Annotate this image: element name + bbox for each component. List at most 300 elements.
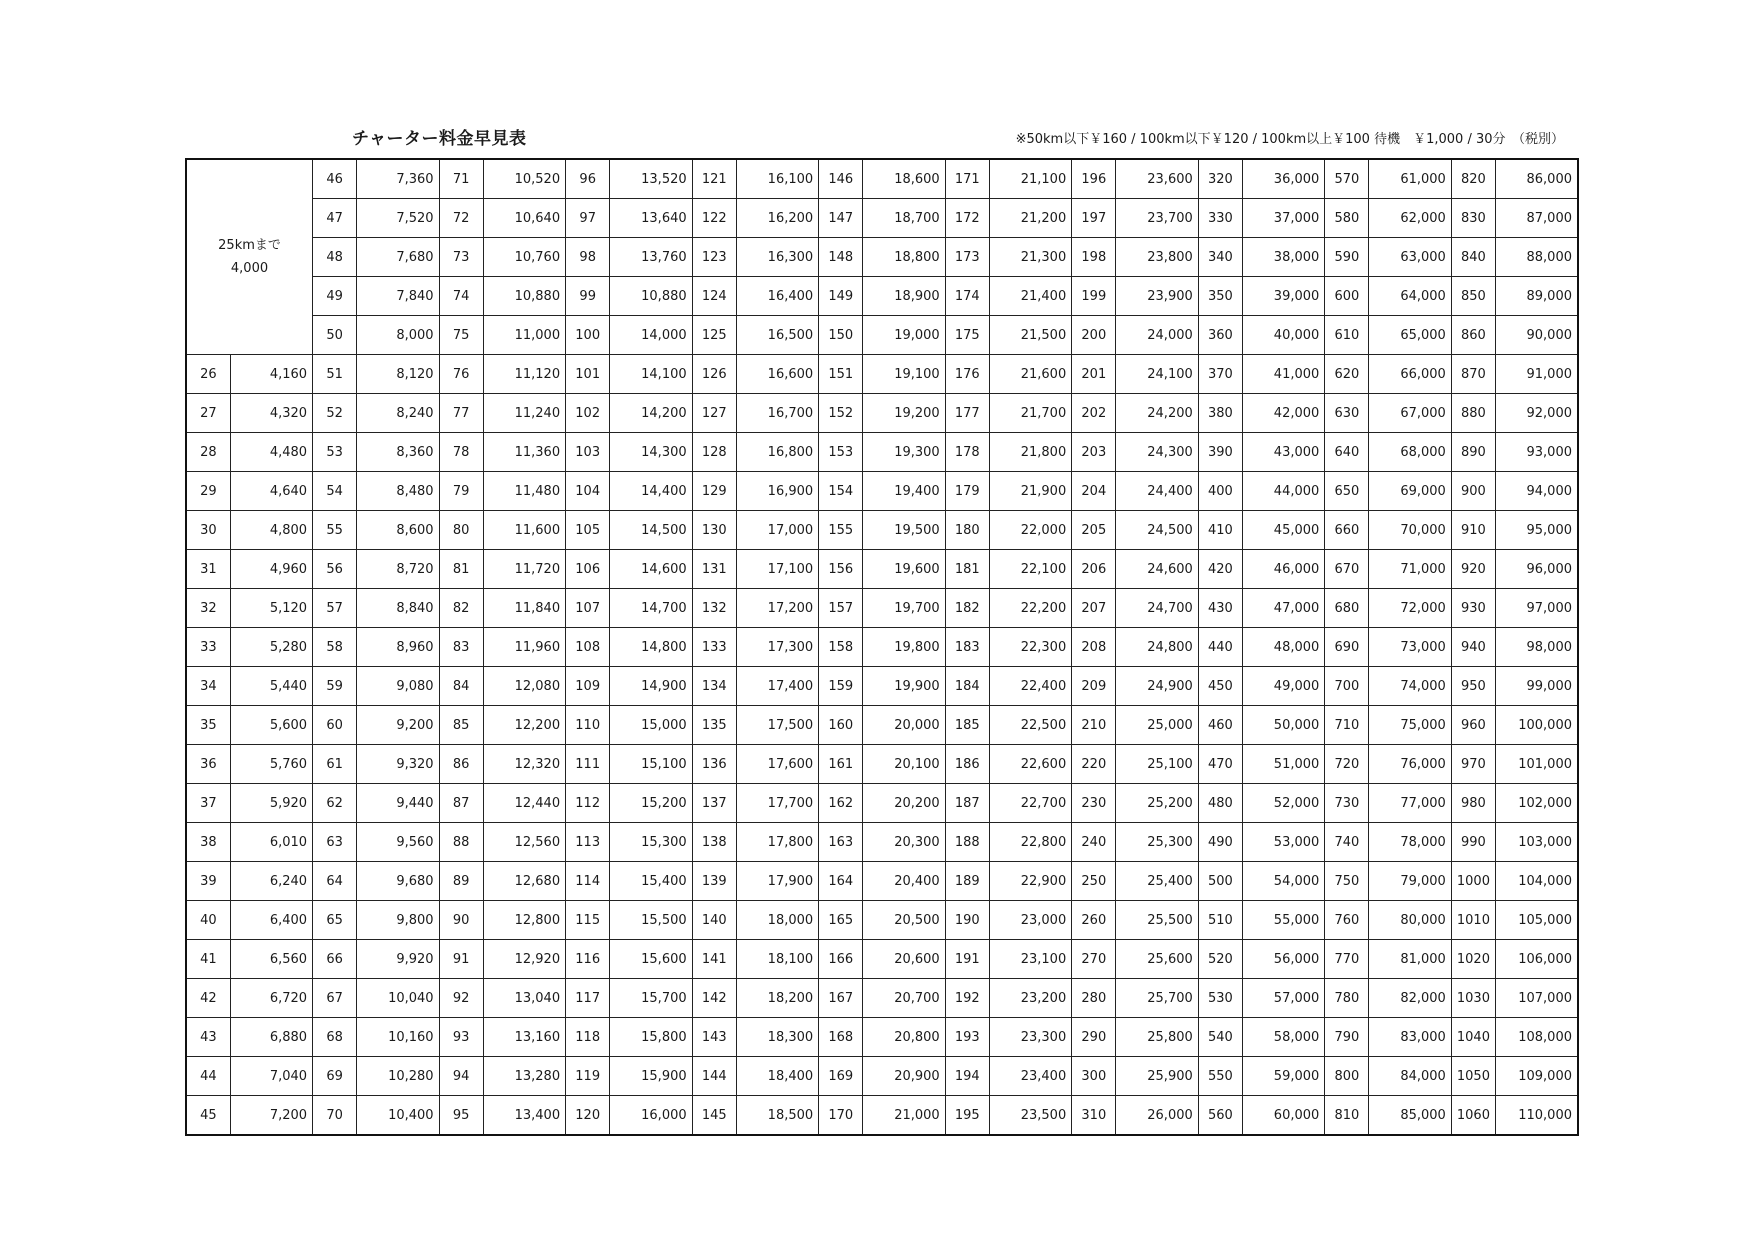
fare-cell: 25,900 [1116, 1057, 1198, 1096]
distance-cell: 740 [1325, 823, 1369, 862]
distance-cell: 167 [819, 979, 863, 1018]
distance-cell: 79 [439, 472, 483, 511]
distance-cell: 100 [566, 316, 610, 355]
distance-cell: 58 [313, 628, 357, 667]
distance-cell: 760 [1325, 901, 1369, 940]
fare-cell: 105,000 [1496, 901, 1578, 940]
fare-cell: 52,000 [1242, 784, 1324, 823]
fare-cell: 96,000 [1496, 550, 1578, 589]
fare-cell: 93,000 [1496, 433, 1578, 472]
distance-cell: 204 [1072, 472, 1116, 511]
base-fare-amount: 4,000 [230, 261, 269, 276]
fare-cell: 11,000 [483, 316, 565, 355]
fare-cell: 11,480 [483, 472, 565, 511]
fare-cell: 4,640 [230, 472, 312, 511]
fare-cell: 66,000 [1369, 355, 1451, 394]
distance-cell: 480 [1198, 784, 1242, 823]
fare-cell: 4,320 [230, 394, 312, 433]
distance-cell: 910 [1451, 511, 1495, 550]
distance-cell: 1000 [1451, 862, 1495, 901]
distance-cell: 360 [1198, 316, 1242, 355]
table-row [186, 667, 1578, 706]
fare-cell: 91,000 [1496, 355, 1578, 394]
fare-cell: 87,000 [1496, 199, 1578, 238]
fare-cell: 4,160 [230, 355, 312, 394]
fare-cell: 14,700 [610, 589, 692, 628]
fare-cell: 86,000 [1496, 159, 1578, 199]
fare-cell: 89,000 [1496, 277, 1578, 316]
fare-cell: 15,900 [610, 1057, 692, 1096]
distance-cell: 173 [945, 238, 989, 277]
fare-cell: 108,000 [1496, 1018, 1578, 1057]
fare-cell: 20,700 [863, 979, 945, 1018]
fare-cell: 24,800 [1116, 628, 1198, 667]
distance-cell: 86 [439, 745, 483, 784]
distance-cell: 126 [692, 355, 736, 394]
fare-cell: 37,000 [1242, 199, 1324, 238]
distance-cell: 201 [1072, 355, 1116, 394]
distance-cell: 55 [313, 511, 357, 550]
fare-cell: 12,080 [483, 667, 565, 706]
distance-cell: 165 [819, 901, 863, 940]
fare-cell: 20,100 [863, 745, 945, 784]
fare-cell: 14,200 [610, 394, 692, 433]
distance-cell: 84 [439, 667, 483, 706]
distance-cell: 1030 [1451, 979, 1495, 1018]
fare-cell: 7,680 [357, 238, 439, 277]
distance-cell: 240 [1072, 823, 1116, 862]
distance-cell: 54 [313, 472, 357, 511]
distance-cell: 109 [566, 667, 610, 706]
fare-cell: 107,000 [1496, 979, 1578, 1018]
fare-cell: 68,000 [1369, 433, 1451, 472]
distance-cell: 67 [313, 979, 357, 1018]
distance-cell: 180 [945, 511, 989, 550]
fare-table [185, 158, 1579, 1136]
distance-cell: 105 [566, 511, 610, 550]
distance-cell: 138 [692, 823, 736, 862]
fare-cell: 24,600 [1116, 550, 1198, 589]
fare-cell: 39,000 [1242, 277, 1324, 316]
distance-cell: 156 [819, 550, 863, 589]
distance-cell: 135 [692, 706, 736, 745]
table-row [186, 784, 1578, 823]
distance-cell: 149 [819, 277, 863, 316]
fare-cell: 23,800 [1116, 238, 1198, 277]
distance-cell: 520 [1198, 940, 1242, 979]
table-row [186, 823, 1578, 862]
distance-cell: 110 [566, 706, 610, 745]
distance-cell: 195 [945, 1096, 989, 1136]
distance-cell: 143 [692, 1018, 736, 1057]
distance-cell: 68 [313, 1018, 357, 1057]
table-row [186, 511, 1578, 550]
fare-cell: 15,200 [610, 784, 692, 823]
distance-cell: 98 [566, 238, 610, 277]
distance-cell: 75 [439, 316, 483, 355]
fare-cell: 24,100 [1116, 355, 1198, 394]
distance-cell: 107 [566, 589, 610, 628]
fare-cell: 81,000 [1369, 940, 1451, 979]
distance-cell: 300 [1072, 1057, 1116, 1096]
fare-cell: 74,000 [1369, 667, 1451, 706]
fare-cell: 16,200 [736, 199, 818, 238]
distance-cell: 127 [692, 394, 736, 433]
distance-cell: 460 [1198, 706, 1242, 745]
distance-cell: 35 [186, 706, 230, 745]
fare-cell: 25,700 [1116, 979, 1198, 1018]
distance-cell: 290 [1072, 1018, 1116, 1057]
fare-cell: 8,360 [357, 433, 439, 472]
distance-cell: 59 [313, 667, 357, 706]
fare-cell: 98,000 [1496, 628, 1578, 667]
fare-cell: 24,900 [1116, 667, 1198, 706]
distance-cell: 205 [1072, 511, 1116, 550]
distance-cell: 154 [819, 472, 863, 511]
fare-cell: 22,500 [989, 706, 1071, 745]
fare-cell: 8,720 [357, 550, 439, 589]
fare-cell: 11,120 [483, 355, 565, 394]
distance-cell: 330 [1198, 199, 1242, 238]
distance-cell: 610 [1325, 316, 1369, 355]
distance-cell: 34 [186, 667, 230, 706]
fare-cell: 12,800 [483, 901, 565, 940]
fare-cell: 16,100 [736, 159, 818, 199]
fare-cell: 20,200 [863, 784, 945, 823]
distance-cell: 118 [566, 1018, 610, 1057]
fare-cell: 8,960 [357, 628, 439, 667]
distance-cell: 370 [1198, 355, 1242, 394]
fare-cell: 15,400 [610, 862, 692, 901]
distance-cell: 660 [1325, 511, 1369, 550]
fare-cell: 25,500 [1116, 901, 1198, 940]
distance-cell: 61 [313, 745, 357, 784]
distance-cell: 700 [1325, 667, 1369, 706]
fare-cell: 44,000 [1242, 472, 1324, 511]
fare-cell: 13,400 [483, 1096, 565, 1136]
fare-cell: 22,800 [989, 823, 1071, 862]
fare-cell: 8,120 [357, 355, 439, 394]
fare-cell: 14,000 [610, 316, 692, 355]
distance-cell: 390 [1198, 433, 1242, 472]
fare-cell: 22,900 [989, 862, 1071, 901]
fare-cell: 17,700 [736, 784, 818, 823]
fare-cell: 10,520 [483, 159, 565, 199]
fare-cell: 13,280 [483, 1057, 565, 1096]
distance-cell: 39 [186, 862, 230, 901]
fare-cell: 18,100 [736, 940, 818, 979]
distance-cell: 48 [313, 238, 357, 277]
distance-cell: 790 [1325, 1018, 1369, 1057]
distance-cell: 179 [945, 472, 989, 511]
distance-cell: 81 [439, 550, 483, 589]
fare-cell: 19,400 [863, 472, 945, 511]
distance-cell: 92 [439, 979, 483, 1018]
fare-cell: 9,080 [357, 667, 439, 706]
distance-cell: 184 [945, 667, 989, 706]
distance-cell: 970 [1451, 745, 1495, 784]
distance-cell: 260 [1072, 901, 1116, 940]
fare-cell: 14,300 [610, 433, 692, 472]
fare-cell: 21,800 [989, 433, 1071, 472]
distance-cell: 990 [1451, 823, 1495, 862]
distance-cell: 470 [1198, 745, 1242, 784]
distance-cell: 850 [1451, 277, 1495, 316]
fare-cell: 40,000 [1242, 316, 1324, 355]
fare-cell: 19,600 [863, 550, 945, 589]
distance-cell: 250 [1072, 862, 1116, 901]
distance-cell: 380 [1198, 394, 1242, 433]
distance-cell: 900 [1451, 472, 1495, 511]
fare-cell: 10,880 [483, 277, 565, 316]
fare-cell: 7,520 [357, 199, 439, 238]
distance-cell: 69 [313, 1057, 357, 1096]
distance-cell: 128 [692, 433, 736, 472]
distance-cell: 73 [439, 238, 483, 277]
table-row [186, 394, 1578, 433]
fare-cell: 9,320 [357, 745, 439, 784]
fare-cell: 5,600 [230, 706, 312, 745]
fare-cell: 9,200 [357, 706, 439, 745]
table-row [186, 355, 1578, 394]
distance-cell: 690 [1325, 628, 1369, 667]
distance-cell: 169 [819, 1057, 863, 1096]
base-fare-cell [186, 159, 313, 355]
fare-cell: 10,280 [357, 1057, 439, 1096]
distance-cell: 31 [186, 550, 230, 589]
distance-cell: 710 [1325, 706, 1369, 745]
fare-cell: 11,840 [483, 589, 565, 628]
fare-cell: 16,800 [736, 433, 818, 472]
table-row [186, 901, 1578, 940]
fare-cell: 16,400 [736, 277, 818, 316]
fare-cell: 63,000 [1369, 238, 1451, 277]
fare-cell: 101,000 [1496, 745, 1578, 784]
distance-cell: 202 [1072, 394, 1116, 433]
distance-cell: 144 [692, 1057, 736, 1096]
distance-cell: 490 [1198, 823, 1242, 862]
distance-cell: 178 [945, 433, 989, 472]
table-row [186, 433, 1578, 472]
distance-cell: 203 [1072, 433, 1116, 472]
fare-cell: 5,280 [230, 628, 312, 667]
distance-cell: 171 [945, 159, 989, 199]
distance-cell: 170 [819, 1096, 863, 1136]
fare-cell: 8,000 [357, 316, 439, 355]
distance-cell: 152 [819, 394, 863, 433]
distance-cell: 96 [566, 159, 610, 199]
fare-cell: 59,000 [1242, 1057, 1324, 1096]
fare-cell: 60,000 [1242, 1096, 1324, 1136]
fare-cell: 70,000 [1369, 511, 1451, 550]
rate-note: ※50km以下￥160 / 100km以下￥120 / 100km以上￥100 待機 ￥1,000 / 30分 （税別） [1015, 132, 1564, 147]
distance-cell: 198 [1072, 238, 1116, 277]
fare-cell: 17,400 [736, 667, 818, 706]
fare-cell: 109,000 [1496, 1057, 1578, 1096]
fare-cell: 16,500 [736, 316, 818, 355]
fare-cell: 10,400 [357, 1096, 439, 1136]
distance-cell: 540 [1198, 1018, 1242, 1057]
distance-cell: 63 [313, 823, 357, 862]
table-row [186, 159, 1578, 199]
table-row [186, 745, 1578, 784]
table-row [186, 199, 1578, 238]
distance-cell: 30 [186, 511, 230, 550]
fare-cell: 17,300 [736, 628, 818, 667]
fare-cell: 61,000 [1369, 159, 1451, 199]
distance-cell: 183 [945, 628, 989, 667]
fare-cell: 53,000 [1242, 823, 1324, 862]
distance-cell: 147 [819, 199, 863, 238]
fare-cell: 12,320 [483, 745, 565, 784]
fare-cell: 49,000 [1242, 667, 1324, 706]
fare-cell: 88,000 [1496, 238, 1578, 277]
fare-cell: 19,300 [863, 433, 945, 472]
fare-cell: 6,400 [230, 901, 312, 940]
distance-cell: 148 [819, 238, 863, 277]
fare-cell: 104,000 [1496, 862, 1578, 901]
fare-cell: 16,600 [736, 355, 818, 394]
fare-cell: 82,000 [1369, 979, 1451, 1018]
distance-cell: 570 [1325, 159, 1369, 199]
fare-cell: 43,000 [1242, 433, 1324, 472]
fare-cell: 24,500 [1116, 511, 1198, 550]
distance-cell: 45 [186, 1096, 230, 1136]
distance-cell: 160 [819, 706, 863, 745]
distance-cell: 580 [1325, 199, 1369, 238]
distance-cell: 70 [313, 1096, 357, 1136]
distance-cell: 191 [945, 940, 989, 979]
distance-cell: 136 [692, 745, 736, 784]
fare-cell: 21,600 [989, 355, 1071, 394]
table-row [186, 862, 1578, 901]
distance-cell: 1020 [1451, 940, 1495, 979]
distance-cell: 730 [1325, 784, 1369, 823]
fare-cell: 20,000 [863, 706, 945, 745]
fare-cell: 17,800 [736, 823, 818, 862]
distance-cell: 87 [439, 784, 483, 823]
page-title: チャーター料金早見表 [352, 129, 527, 149]
fare-cell: 4,960 [230, 550, 312, 589]
distance-cell: 56 [313, 550, 357, 589]
distance-cell: 132 [692, 589, 736, 628]
distance-cell: 131 [692, 550, 736, 589]
distance-cell: 510 [1198, 901, 1242, 940]
fare-cell: 13,640 [610, 199, 692, 238]
distance-cell: 560 [1198, 1096, 1242, 1136]
fare-cell: 102,000 [1496, 784, 1578, 823]
fare-cell: 21,200 [989, 199, 1071, 238]
distance-cell: 130 [692, 511, 736, 550]
fare-cell: 20,400 [863, 862, 945, 901]
fare-cell: 38,000 [1242, 238, 1324, 277]
distance-cell: 57 [313, 589, 357, 628]
fare-cell: 14,600 [610, 550, 692, 589]
fare-cell: 51,000 [1242, 745, 1324, 784]
distance-cell: 32 [186, 589, 230, 628]
distance-cell: 27 [186, 394, 230, 433]
fare-cell: 73,000 [1369, 628, 1451, 667]
distance-cell: 930 [1451, 589, 1495, 628]
fare-cell: 21,500 [989, 316, 1071, 355]
distance-cell: 123 [692, 238, 736, 277]
fare-cell: 19,800 [863, 628, 945, 667]
fare-cell: 25,300 [1116, 823, 1198, 862]
distance-cell: 161 [819, 745, 863, 784]
fare-cell: 19,500 [863, 511, 945, 550]
fare-cell: 10,640 [483, 199, 565, 238]
fare-cell: 58,000 [1242, 1018, 1324, 1057]
distance-cell: 193 [945, 1018, 989, 1057]
fare-cell: 11,240 [483, 394, 565, 433]
distance-cell: 121 [692, 159, 736, 199]
distance-cell: 28 [186, 433, 230, 472]
distance-cell: 108 [566, 628, 610, 667]
distance-cell: 163 [819, 823, 863, 862]
fare-cell: 15,300 [610, 823, 692, 862]
fare-cell: 15,100 [610, 745, 692, 784]
fare-cell: 14,400 [610, 472, 692, 511]
distance-cell: 99 [566, 277, 610, 316]
distance-cell: 208 [1072, 628, 1116, 667]
fare-cell: 6,010 [230, 823, 312, 862]
distance-cell: 90 [439, 901, 483, 940]
fare-cell: 15,000 [610, 706, 692, 745]
fare-cell: 8,840 [357, 589, 439, 628]
fare-cell: 22,300 [989, 628, 1071, 667]
distance-cell: 113 [566, 823, 610, 862]
distance-cell: 122 [692, 199, 736, 238]
distance-cell: 530 [1198, 979, 1242, 1018]
distance-cell: 680 [1325, 589, 1369, 628]
fare-cell: 23,400 [989, 1057, 1071, 1096]
fare-cell: 25,200 [1116, 784, 1198, 823]
distance-cell: 450 [1198, 667, 1242, 706]
distance-cell: 164 [819, 862, 863, 901]
distance-cell: 49 [313, 277, 357, 316]
fare-cell: 9,800 [357, 901, 439, 940]
table-row [186, 238, 1578, 277]
distance-cell: 77 [439, 394, 483, 433]
fare-cell: 13,760 [610, 238, 692, 277]
distance-cell: 38 [186, 823, 230, 862]
fare-cell: 24,300 [1116, 433, 1198, 472]
distance-cell: 550 [1198, 1057, 1242, 1096]
fare-cell: 24,200 [1116, 394, 1198, 433]
fare-cell: 65,000 [1369, 316, 1451, 355]
distance-cell: 200 [1072, 316, 1116, 355]
distance-cell: 270 [1072, 940, 1116, 979]
distance-cell: 52 [313, 394, 357, 433]
distance-cell: 1050 [1451, 1057, 1495, 1096]
fare-cell: 17,900 [736, 862, 818, 901]
fare-cell: 7,360 [357, 159, 439, 199]
distance-cell: 88 [439, 823, 483, 862]
fare-cell: 10,040 [357, 979, 439, 1018]
distance-cell: 860 [1451, 316, 1495, 355]
fare-cell: 21,400 [989, 277, 1071, 316]
fare-cell: 13,520 [610, 159, 692, 199]
distance-cell: 410 [1198, 511, 1242, 550]
fare-cell: 67,000 [1369, 394, 1451, 433]
distance-cell: 810 [1325, 1096, 1369, 1136]
fare-cell: 24,000 [1116, 316, 1198, 355]
distance-cell: 960 [1451, 706, 1495, 745]
distance-cell: 750 [1325, 862, 1369, 901]
fare-cell: 23,700 [1116, 199, 1198, 238]
fare-cell: 10,880 [610, 277, 692, 316]
distance-cell: 158 [819, 628, 863, 667]
